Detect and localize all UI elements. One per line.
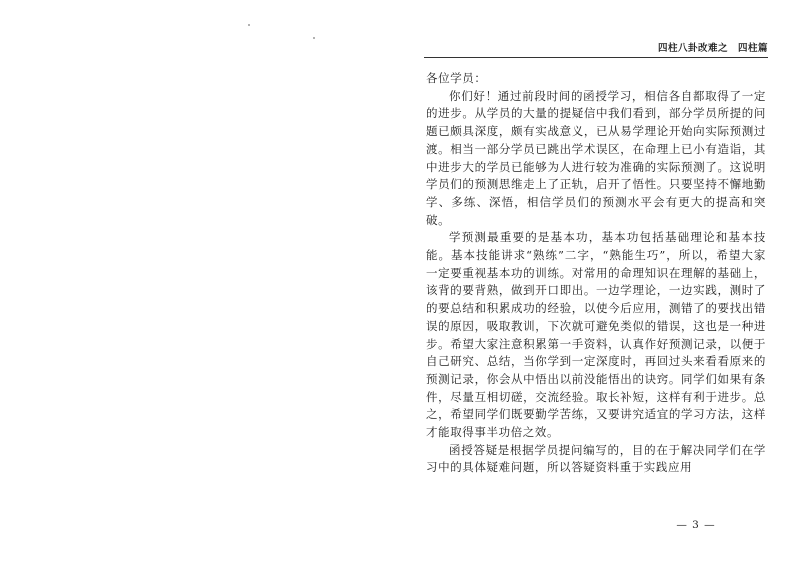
page-number: — 3 — [676, 519, 716, 531]
paragraph: 函授答疑是根据学员提问编写的，目的在于解决同学们在学习中的具体疑难问题，所以答疑资料重于实践应用 [426, 442, 766, 475]
paragraph: 学预测最重要的是基本功，基本功包括基础理论和基本技能。基本技能讲求“熟练”二字，“熟能生巧”，所以，希望大家一定要重视基本功的训练。对常用的命理知识在理解的基础上，该背的要背熟，做到开口即出。一边学理论，一边实践，测时了的要总结和积累成功的经验，以使今后应用，测错了的要找出错误的原因，吸取教训，下次就可避免类似的错误，这也是一种进步。希望大家注意积累第一手资料，认真作好预测记录，以便于自己研究、总结，当你学到一定深度时，再回过头来看看原来的预测记录，你会从中悟出以前没能悟出的诀窍。同学们如果有条件，尽量互相切磋，交流经验。取长补短，这样有利于进步。总之，希望同学们既要勤学苦练，又要讲究适宜的学习方法，这样才能取得事半功倍之效。 [426, 230, 766, 440]
scan-speck [313, 37, 315, 39]
body-text [426, 70, 766, 477]
left-page-blank [0, 0, 396, 561]
paragraph: 你们好！通过前段时间的函授学习，相信各自都取得了一定的进步。从学员的大量的提疑信中我们看到，部分学员所提的问题已颇具深度，颇有实战意义，已从易学理论开始向实际预测过渡。相当一部分学员已跳出学术误区，在命理上已小有造诣，其中进步大的学员已能够为人进行较为准确的实际预测了。这说明学员们的预测思维走上了正轨，启开了悟性。只要坚持不懈地勤学、多练、深悟，相信学员们的预测水平会有更大的提高和突破。 [426, 88, 766, 227]
header-section-title: 四柱篇 [737, 43, 768, 54]
running-header [424, 40, 768, 54]
right-page [396, 0, 793, 561]
header-rule [424, 57, 768, 58]
salutation: 各位学员： [426, 71, 487, 85]
header-book-title: 四柱八卦改难之 [657, 43, 728, 54]
scan-speck [248, 24, 250, 26]
